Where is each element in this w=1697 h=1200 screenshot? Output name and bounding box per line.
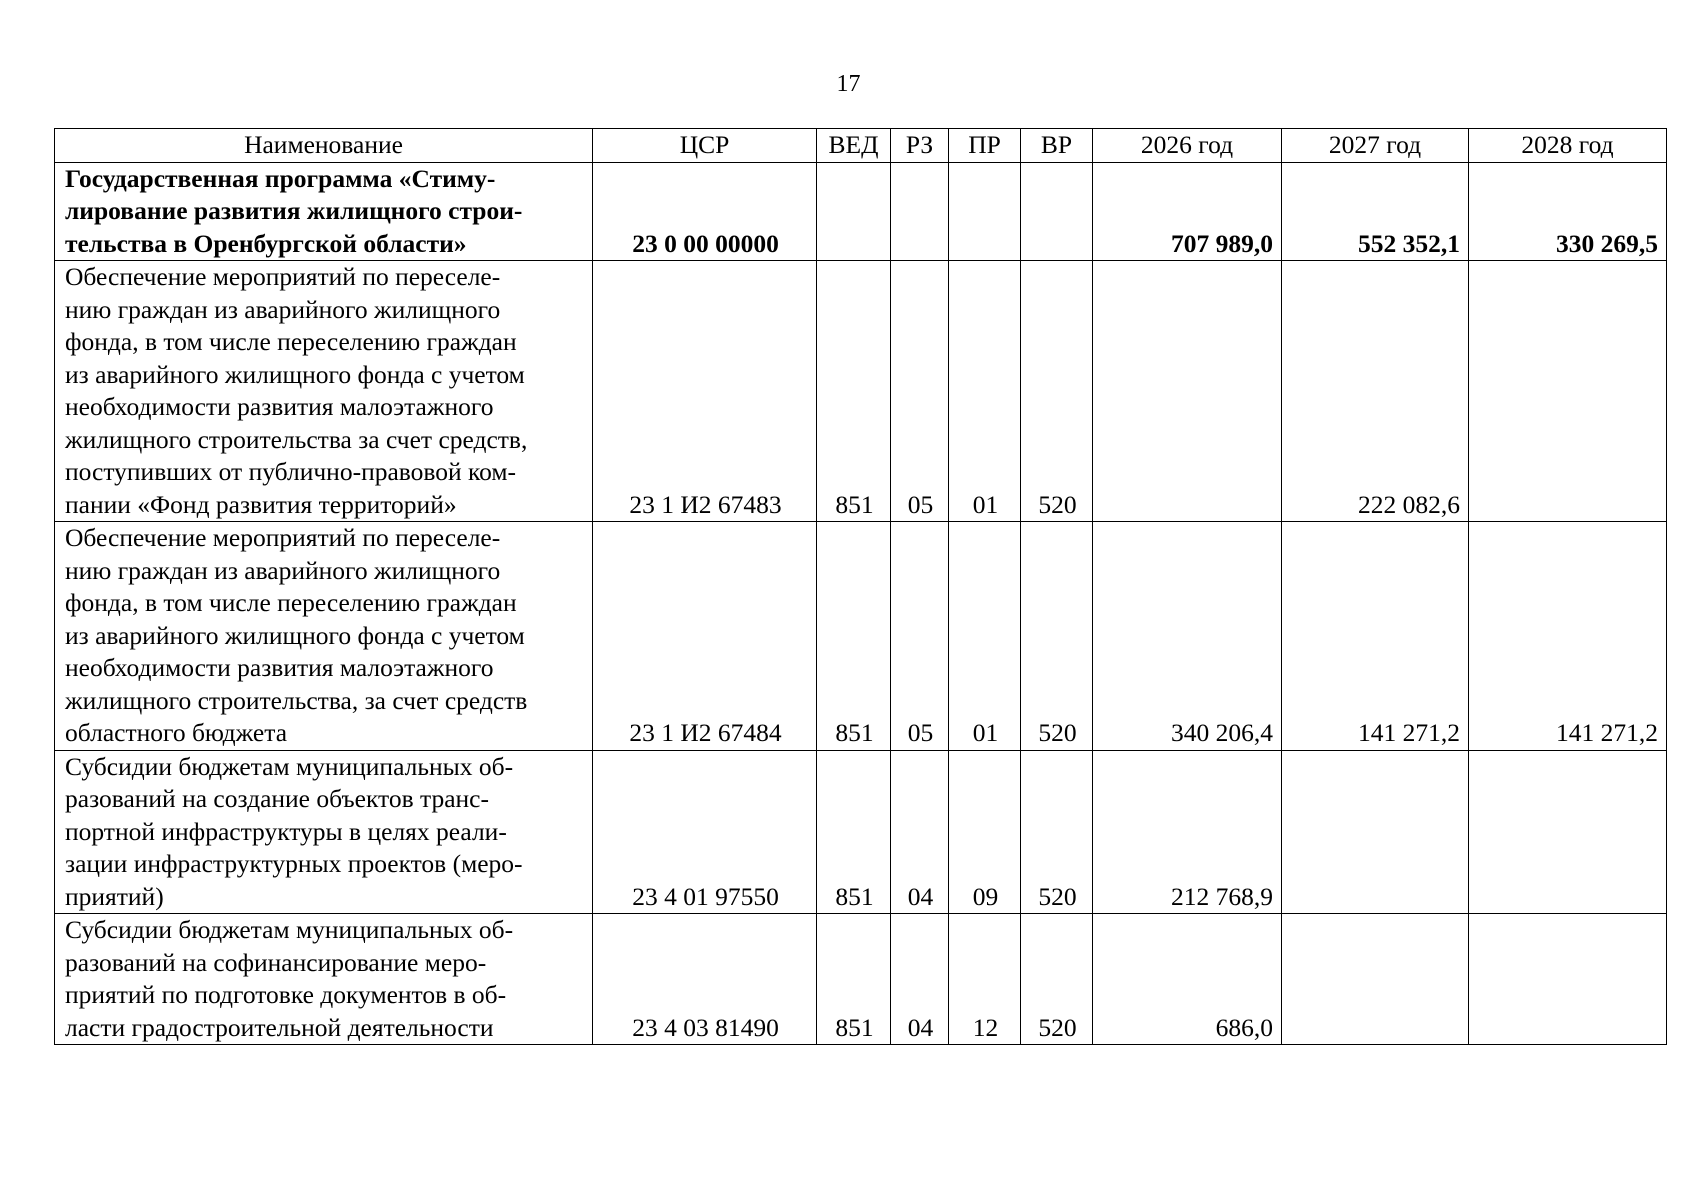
header-2026: 2026 год (1093, 129, 1282, 163)
cell-2027 (1282, 750, 1469, 914)
table-row (55, 522, 1667, 751)
cell-ved: 851 (817, 522, 891, 751)
cell-2027 (1282, 914, 1469, 1045)
cell-vr: 520 (1021, 522, 1093, 751)
cell-rz: 04 (891, 750, 949, 914)
header-2028: 2028 год (1469, 129, 1667, 163)
budget-table (54, 128, 1667, 1045)
header-ved: ВЕД (817, 129, 891, 163)
cell-2028 (1469, 750, 1667, 914)
cell-ved (817, 162, 891, 261)
cell-pr: 12 (949, 914, 1021, 1045)
cell-pr (949, 162, 1021, 261)
cell-csr: 23 0 00 00000 (593, 162, 817, 261)
cell-2026: 340 206,4 (1093, 522, 1282, 751)
table-header-row (55, 129, 1667, 163)
cell-csr: 23 1 И2 67484 (593, 522, 817, 751)
cell-name: Обеспечение мероприятий по переселе- нию граждан из аварийного жилищного фонда, в том числе переселению граждан из аварийного жилищного фонда с учетом необходимости развития малоэтажного жилищного строительства, за счет средств областного бюджета (55, 522, 593, 751)
cell-csr: 23 4 03 81490 (593, 914, 817, 1045)
header-2027: 2027 год (1282, 129, 1469, 163)
table-row (55, 914, 1667, 1045)
cell-rz (891, 162, 949, 261)
cell-name: Государственная программа «Стиму- лирование развития жилищного строи- тельства в Оренбургской области» (55, 162, 593, 261)
cell-2027: 222 082,6 (1282, 261, 1469, 522)
cell-ved: 851 (817, 261, 891, 522)
cell-2026: 686,0 (1093, 914, 1282, 1045)
cell-2027: 141 271,2 (1282, 522, 1469, 751)
cell-2028 (1469, 914, 1667, 1045)
cell-2027: 552 352,1 (1282, 162, 1469, 261)
header-csr: ЦСР (593, 129, 817, 163)
table-row (55, 750, 1667, 914)
cell-rz: 05 (891, 261, 949, 522)
cell-rz: 05 (891, 522, 949, 751)
cell-vr (1021, 162, 1093, 261)
table-row (55, 261, 1667, 522)
cell-2026: 212 768,9 (1093, 750, 1282, 914)
cell-csr: 23 1 И2 67483 (593, 261, 817, 522)
page-number: 17 (836, 71, 861, 97)
cell-vr: 520 (1021, 261, 1093, 522)
cell-2028: 330 269,5 (1469, 162, 1667, 261)
cell-name: Субсидии бюджетам муниципальных об- разований на софинансирование меро- приятий по подготовке документов в об- ласти градостроительной деятельности (55, 914, 593, 1045)
cell-2026 (1093, 261, 1282, 522)
cell-pr: 01 (949, 261, 1021, 522)
cell-rz: 04 (891, 914, 949, 1045)
cell-2028 (1469, 261, 1667, 522)
cell-pr: 01 (949, 522, 1021, 751)
cell-pr: 09 (949, 750, 1021, 914)
header-name: Наименование (55, 129, 593, 163)
cell-vr: 520 (1021, 750, 1093, 914)
cell-csr: 23 4 01 97550 (593, 750, 817, 914)
cell-name: Обеспечение мероприятий по переселе- нию граждан из аварийного жилищного фонда, в том числе переселению граждан из аварийного жилищного фонда с учетом необходимости развития малоэтажного жилищного строительства за счет средств, поступивших от публично-правовой ком- пании «Фонд развития территорий» (55, 261, 593, 522)
cell-ved: 851 (817, 750, 891, 914)
header-pr: ПР (949, 129, 1021, 163)
header-vr: ВР (1021, 129, 1093, 163)
cell-ved: 851 (817, 914, 891, 1045)
table-row-program (55, 162, 1667, 261)
header-rz: РЗ (891, 129, 949, 163)
cell-2026: 707 989,0 (1093, 162, 1282, 261)
cell-2028: 141 271,2 (1469, 522, 1667, 751)
cell-name: Субсидии бюджетам муниципальных об- разований на создание объектов транс- портной инфраструктуры в целях реали- зации инфраструктурных проектов (меро- приятий) (55, 750, 593, 914)
cell-vr: 520 (1021, 914, 1093, 1045)
